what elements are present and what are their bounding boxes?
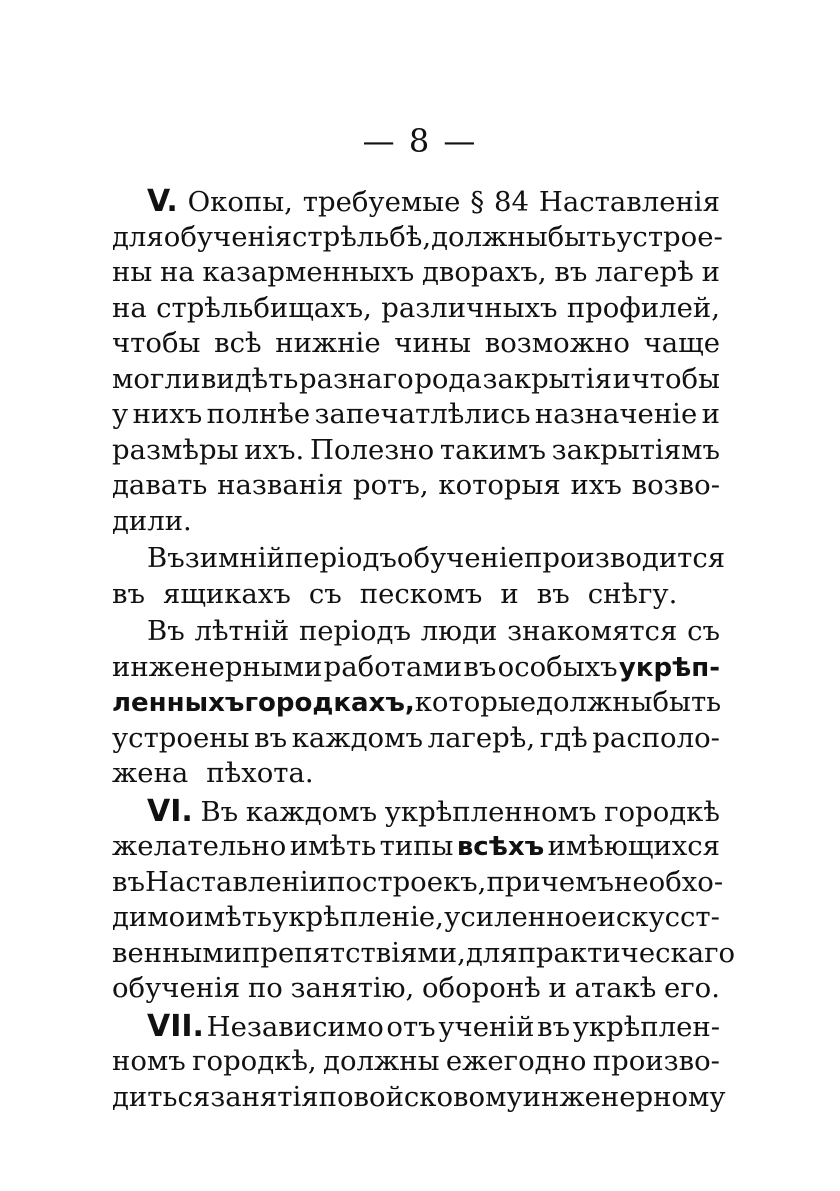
word: инженерному — [522, 1080, 726, 1113]
word: полнѣе — [206, 398, 311, 430]
word: которые — [414, 686, 537, 718]
word: быть — [547, 220, 617, 253]
text-line — [112, 362, 720, 398]
word: Наставленіи — [144, 865, 328, 898]
section-numeral: VI. — [147, 793, 193, 829]
word: должны — [323, 1045, 440, 1077]
word: ихъ. — [244, 433, 305, 466]
word: запечатлѣлись — [314, 398, 531, 430]
text-line — [112, 936, 736, 972]
word: обученіе — [396, 542, 525, 574]
word: Въ — [200, 795, 239, 828]
text-line — [112, 255, 720, 291]
word: занятію, — [290, 972, 415, 1004]
word: производится — [524, 542, 726, 574]
text-line — [112, 541, 726, 577]
text-line — [112, 577, 720, 613]
word: профилей, — [566, 291, 720, 324]
word: ученій — [438, 1010, 535, 1043]
word: названія — [217, 469, 344, 501]
word: періодъ — [298, 615, 411, 647]
word: разнаго — [298, 362, 414, 395]
word: его. — [663, 972, 720, 1004]
word: желательно — [112, 830, 287, 862]
word: могли — [112, 362, 201, 395]
text-line — [112, 504, 720, 540]
word: отъ — [386, 1010, 436, 1043]
word: работами — [323, 650, 463, 683]
word: особыхъ — [497, 650, 618, 683]
word: городкахъ, — [244, 688, 415, 718]
word: въ — [112, 865, 145, 898]
word: причемъ — [486, 865, 615, 898]
word: на — [159, 256, 195, 288]
word: каждомъ — [245, 795, 378, 828]
word: препятствіями, — [242, 936, 466, 969]
word: димо — [112, 901, 186, 933]
section-numeral: VII. — [147, 1008, 204, 1044]
word: у — [112, 398, 129, 430]
word: чаще — [643, 327, 720, 359]
word: жена — [112, 757, 189, 789]
word: номъ — [112, 1045, 186, 1077]
word: городкѣ, — [192, 1045, 317, 1077]
word: стрѣльбищахъ, — [156, 291, 372, 324]
text-line — [112, 650, 720, 686]
word: атакѣ — [574, 972, 657, 1004]
word: съ — [687, 615, 720, 647]
word: люди — [420, 615, 498, 647]
word: диться — [112, 1080, 211, 1113]
word: по — [318, 1080, 354, 1113]
text-line — [112, 614, 720, 650]
word: дворахъ, — [421, 256, 547, 288]
word: закрытіямъ — [551, 433, 720, 466]
text-line — [112, 971, 720, 1007]
word: требуемые — [302, 186, 461, 218]
word: и — [548, 972, 567, 1004]
word: видѣть — [200, 362, 299, 395]
word: укрѣплен- — [572, 1010, 720, 1043]
word: устрое- — [616, 220, 723, 253]
word: такимъ — [439, 433, 546, 466]
text-line — [112, 184, 720, 220]
word: съ — [308, 577, 342, 610]
word: и — [612, 362, 631, 395]
word: нихъ — [132, 398, 203, 430]
word: должны — [536, 686, 653, 718]
word: каждомъ — [291, 721, 423, 754]
word: практическаго — [517, 936, 736, 969]
word: и — [701, 256, 720, 288]
word: дили. — [112, 504, 192, 537]
word: лагерѣ, — [427, 721, 536, 754]
word: Независимо — [206, 1010, 384, 1043]
word: давать — [112, 469, 208, 501]
word: въ — [463, 650, 497, 683]
word: въ — [554, 256, 588, 288]
word: размѣры — [112, 433, 239, 466]
word: занятія — [210, 1080, 319, 1113]
text-line — [112, 829, 720, 865]
word: стрѣльбѣ, — [292, 220, 432, 253]
word: періодъ — [284, 542, 397, 574]
word: Полезно — [310, 433, 435, 466]
word: закрытія — [482, 362, 612, 395]
word: различныхъ — [381, 291, 558, 324]
word: имѣть — [185, 901, 272, 933]
word: и — [500, 577, 519, 610]
word: ны — [112, 256, 153, 288]
word: и — [701, 398, 720, 430]
text-line — [112, 1080, 726, 1116]
word: обученія — [163, 220, 292, 253]
text-line — [112, 794, 720, 830]
word: назначеніе — [534, 398, 698, 430]
word: по — [247, 972, 283, 1004]
word: казарменныхъ — [202, 256, 415, 288]
section-numeral: V. — [147, 184, 178, 219]
text-line — [112, 685, 720, 721]
word: чины — [394, 327, 472, 359]
word: ящикахъ — [162, 577, 291, 610]
word: въ — [254, 721, 288, 754]
text-line — [112, 220, 723, 256]
word: оборонѣ — [422, 972, 541, 1004]
word: Въ — [147, 615, 185, 647]
word: 84 — [493, 186, 529, 218]
word: городкѣ — [604, 795, 720, 828]
word: искусст- — [597, 901, 720, 933]
word: быть — [652, 686, 722, 718]
word: построекъ, — [327, 865, 487, 898]
word: усиленное — [444, 901, 598, 933]
word: для — [465, 936, 518, 969]
page-number: — 8 — — [362, 122, 478, 160]
word: Въ — [147, 542, 185, 574]
word: которыя — [438, 469, 561, 501]
word: войсковому — [353, 1080, 523, 1113]
word: имѣющихся — [547, 830, 720, 862]
word: § — [470, 186, 485, 218]
word: для — [112, 220, 164, 253]
word: ротъ, — [353, 469, 429, 501]
word: необхо- — [614, 865, 724, 898]
word: возможно — [484, 327, 630, 359]
word: возво- — [631, 469, 720, 501]
word: пескомъ — [359, 577, 483, 610]
word: типы — [379, 830, 454, 862]
text-line — [112, 326, 720, 362]
word: должны — [431, 220, 548, 253]
word: укрѣпленномъ — [384, 795, 597, 828]
word: рода — [414, 362, 482, 395]
word: въ — [112, 577, 145, 610]
text-line — [112, 1009, 720, 1045]
word: Наставленія — [538, 186, 720, 218]
word: укрѣпленіе, — [272, 901, 444, 933]
text-line — [112, 865, 724, 901]
word: снѣгу. — [587, 577, 678, 610]
word: на — [112, 291, 147, 324]
word: въ — [536, 577, 570, 610]
text-line — [112, 1044, 720, 1080]
word: имѣть — [289, 830, 377, 862]
word: гдѣ — [539, 721, 588, 754]
text-line — [112, 291, 720, 327]
text-line — [112, 900, 720, 936]
word: укрѣп- — [618, 652, 720, 683]
word: ленныхъ — [112, 688, 245, 718]
word: инженерными — [112, 650, 323, 683]
word: въ — [537, 1010, 571, 1043]
word: ежегодно — [445, 1045, 587, 1077]
word: чтобы — [112, 327, 201, 359]
text-line — [112, 721, 720, 757]
text-line — [112, 468, 720, 504]
word: венными — [112, 936, 243, 969]
word: располо- — [592, 721, 720, 754]
text-line — [112, 433, 720, 469]
word: произво- — [592, 1045, 720, 1077]
word: нижніе — [275, 327, 381, 359]
word: всѣхъ — [456, 832, 545, 862]
word: знакомятся — [507, 615, 678, 647]
word: лагерѣ — [595, 256, 694, 288]
word: лѣтній — [194, 615, 290, 647]
word: всѣ — [214, 327, 262, 359]
word: пѣхота. — [206, 757, 314, 789]
word: Окопы, — [187, 186, 293, 218]
word: ихъ — [570, 469, 622, 501]
body-text — [112, 184, 736, 1115]
word: чтобы — [631, 362, 720, 395]
word: устроены — [112, 721, 250, 754]
word: обученія — [112, 972, 241, 1004]
text-line — [112, 397, 720, 433]
text-line — [112, 756, 720, 792]
word: зимній — [184, 542, 285, 574]
